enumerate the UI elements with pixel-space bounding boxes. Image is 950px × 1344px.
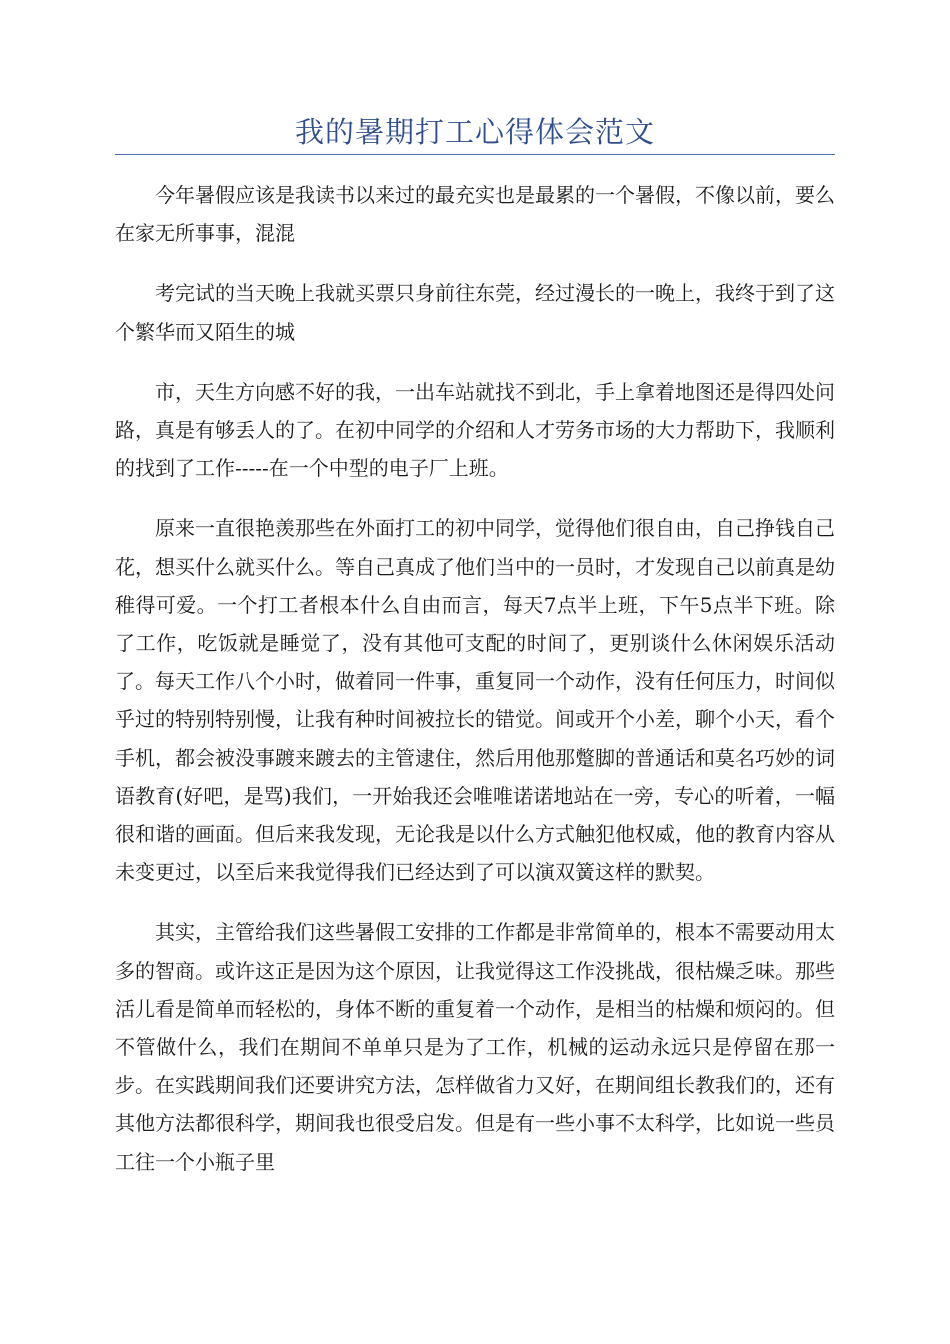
document-body — [115, 176, 835, 1203]
title-divider — [115, 154, 835, 155]
paragraph: 今年暑假应该是我读书以来过的最充实也是最累的一个暑假，不像以前，要么在家无所事事，混混 — [115, 183, 835, 246]
document-title: 我的暑期打工心得体会范文 — [294, 115, 655, 149]
paragraph: 考完试的当天晚上我就买票只身前往东莞，经过漫长的一晚上，我终于到了这个繁华而又陌生的城 — [115, 281, 835, 344]
paragraph: 原来一直很艳羡那些在外面打工的初中同学，觉得他们很自由，自己挣钱自己花，想买什么就买什么。等自己真成了他们当中的一员时，才发现自己以前真是幼稚得可爱。一个打工者根本什么自由而言，每天7点半上班，下午5点半下班。除了工作，吃饭就是睡觉了，没有其他可支配的时间了，更别谈什么休闲娱乐活动了。每天工作八个小时，做着同一件事，重复同一个动作，没有任何压力，时间似乎过的特别特别慢，让我有种时间被拉长的错觉。间或开个小差，聊个小天，看个手机，都会被没事踱来踱去的主管逮住，然后用他那蹩脚的普通话和莫名巧妙的词语教育(好吧，是骂)我们，一开始我还会唯唯诺诺地站在一旁，专心的听着，一幅很和谐的画面。但后来我发现，无论我是以什么方式触犯他权威，他的教育内容从未变更过，以至后来我觉得我们已经达到了可以演双簧这样的默契。 — [115, 516, 835, 885]
paragraph: 其实，主管给我们这些暑假工安排的工作都是非常简单的，根本不需要动用太多的智商。或许这正是因为这个原因，让我觉得这工作没挑战，很枯燥乏味。那些活儿看是简单而轻松的，身体不断的重复着一个动作，是相当的枯燥和烦闷的。但不管做什么，我们在期间不单单只是为了工作，机械的运动永远只是停留在那一步。在实践期间我们还要讲究方法，怎样做省力又好，在期间组长教我们的，还有其他方法都很科学，期间我也很受启发。但是有一些小事不太科学，比如说一些员工往一个小瓶子里 — [115, 920, 835, 1174]
paragraph: 市，天生方向感不好的我，一出车站就找不到北，手上拿着地图还是得四处问路，真是有够丢人的了。在初中同学的介绍和人才劳务市场的大力帮助下，我顺利的找到了工作-----在一个中型的电子厂上班。 — [115, 379, 835, 481]
